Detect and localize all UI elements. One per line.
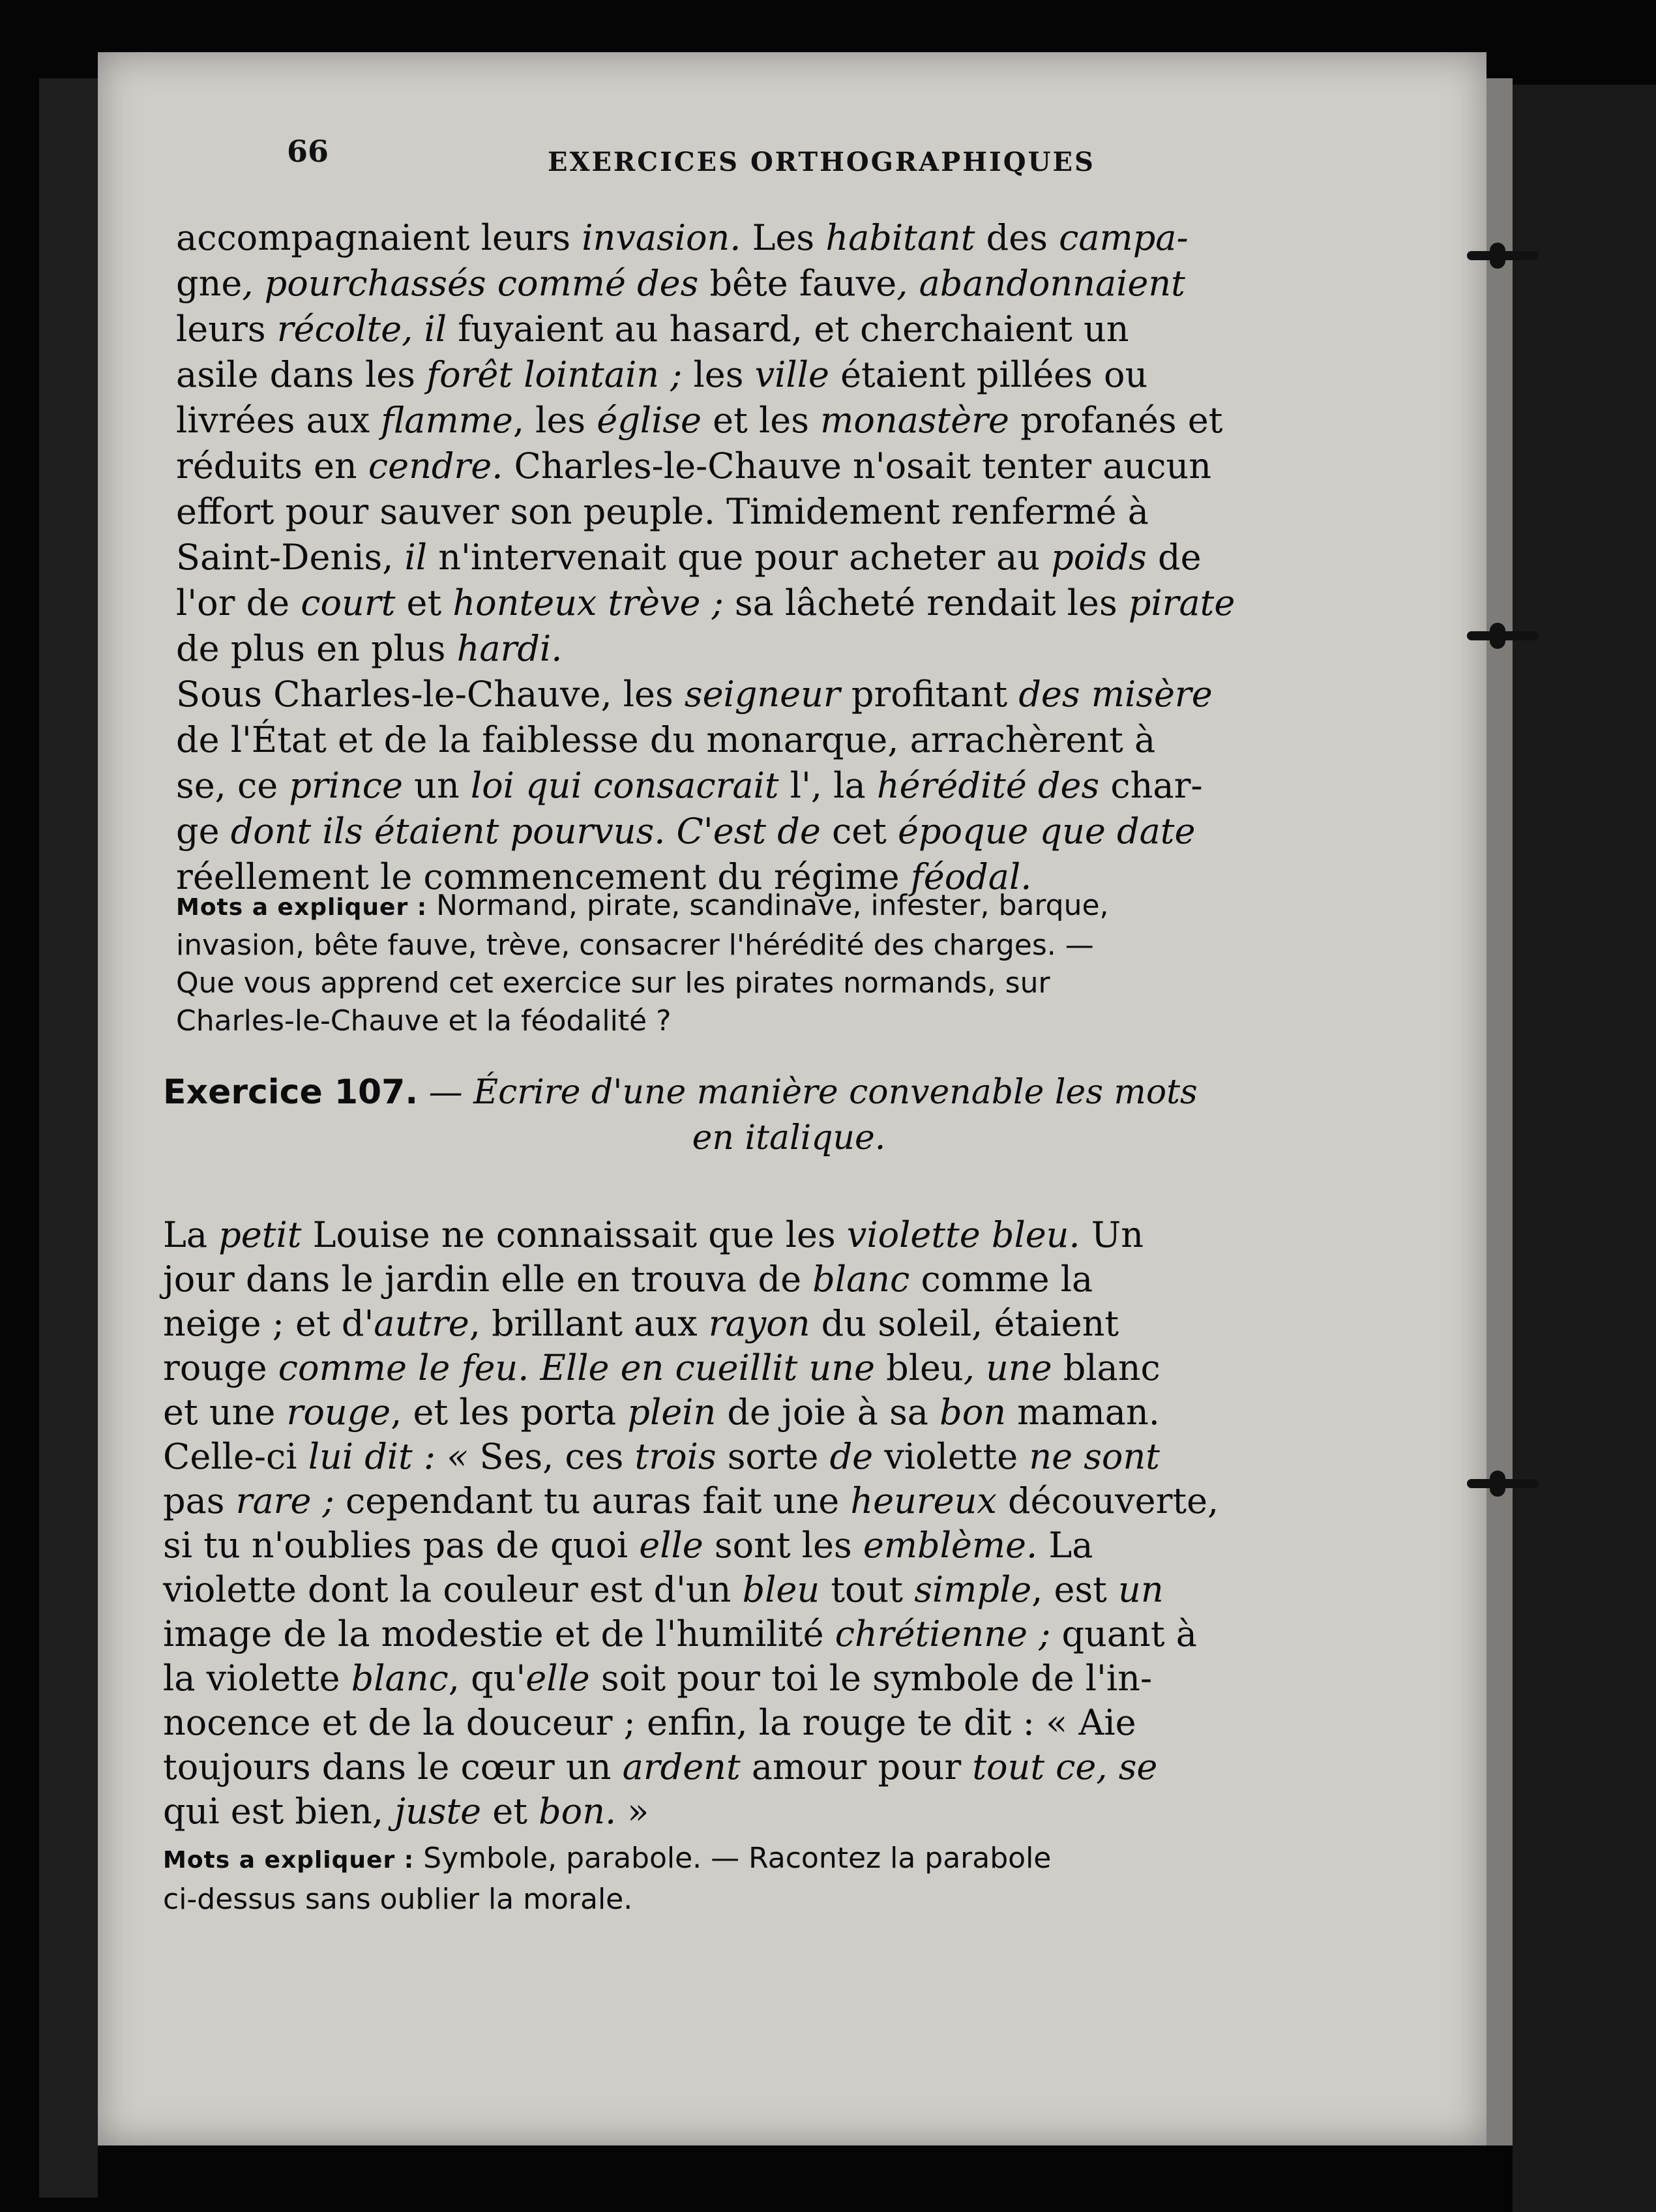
text-line: [176, 352, 1415, 398]
roman-text: effort pour sauver son peuple. Timidement renfermé à: [176, 491, 1149, 532]
roman-text: rouge: [163, 1347, 267, 1388]
italic-word: prince: [278, 765, 415, 806]
text-line: [163, 1346, 1415, 1390]
italic-word: des misère: [1018, 674, 1213, 715]
roman-text: Celle-ci: [163, 1436, 297, 1477]
roman-text: n'intervenait que pour acheter au: [427, 537, 1052, 578]
vocabulary-line: Symbole, parabole. — Racontez la parabole: [423, 1842, 1052, 1875]
roman-text: toujours dans le cœur un: [163, 1746, 623, 1787]
roman-text: cependant tu auras fait une: [334, 1480, 851, 1521]
roman-text: fuyaient au hasard, et cherchaient un: [447, 308, 1129, 350]
roman-text: réellement le commencement du régime: [176, 856, 911, 897]
italic-word: bon.: [539, 1791, 617, 1832]
roman-text: si tu n'oublies pas de quoi: [163, 1525, 640, 1566]
paragraph-text-2: [163, 1213, 1415, 1834]
running-head: [196, 134, 1408, 192]
italic-word: flamme: [381, 400, 513, 441]
italic-word: monastère: [820, 400, 1009, 441]
text-line: [163, 1479, 1415, 1523]
roman-text: image de la modestie et de l'humilité: [163, 1613, 835, 1654]
exercise-instruction: — Écrire d'une manière convenable les mots: [418, 1073, 1198, 1112]
vocabulary-label: Mots a expliquer :: [163, 1847, 415, 1874]
text-line: [176, 809, 1415, 854]
roman-text: nocence et de la douceur ; enfin, la rouge te dit : « Aie: [163, 1702, 1136, 1743]
roman-text: asile dans les: [176, 354, 427, 395]
italic-word: dont ils étaient pourvus. C'est de: [219, 811, 832, 852]
book-binding-left: [39, 78, 98, 2198]
italic-word: forêt lointain ;: [426, 354, 683, 395]
italic-word: blanc: [812, 1259, 910, 1300]
roman-text: de joie à sa: [716, 1392, 940, 1433]
roman-text: un: [414, 765, 460, 806]
italic-word: juste: [394, 1791, 482, 1832]
roman-text: Sous Charles-le-Chauve, les: [176, 674, 685, 715]
roman-text: leurs: [176, 308, 277, 350]
page-header-title: EXERCICES ORTHOGRAPHIQUES: [548, 147, 1095, 177]
text-line: [176, 443, 1415, 489]
italic-word: habitant: [825, 217, 975, 258]
italic-word: blanc: [351, 1658, 449, 1699]
text-line: [176, 717, 1415, 763]
roman-text: sont les: [703, 1525, 863, 1566]
text-line: [163, 1213, 1415, 1257]
roman-text: Les: [741, 217, 826, 258]
vocabulary-note-2: [163, 1839, 1415, 1919]
italic-word: féodal.: [910, 856, 1032, 897]
roman-text: et une: [163, 1392, 287, 1433]
roman-text: cet: [831, 811, 887, 852]
roman-text: sorte: [727, 1436, 819, 1477]
roman-text: se, ce: [176, 765, 278, 806]
roman-text: de: [1146, 537, 1202, 578]
italic-word: honteux trève ;: [452, 582, 724, 623]
italic-word: de: [818, 1436, 885, 1477]
italic-word: rouge: [286, 1392, 391, 1433]
page-number: 66: [287, 134, 329, 169]
roman-text: , qu': [448, 1658, 526, 1699]
italic-word: seigneur: [684, 674, 840, 715]
text-line: [163, 1523, 1415, 1568]
italic-word: cendre.: [368, 445, 503, 486]
roman-text: Louise ne connaissait que les: [301, 1214, 847, 1255]
roman-text: La: [1037, 1525, 1093, 1566]
page-gutter: [1486, 78, 1513, 2145]
italic-word: il: [404, 537, 428, 578]
roman-text: accompagnaient leurs: [176, 217, 582, 258]
text-line: [176, 580, 1415, 626]
italic-word: , pourchassés commé des: [242, 263, 710, 304]
roman-text: , brillant aux: [469, 1303, 709, 1344]
italic-word: petit: [218, 1214, 302, 1255]
roman-text: char-: [1110, 765, 1203, 806]
exercise-heading: [163, 1069, 1415, 1161]
exercise-instruction-continued: en italique.: [692, 1118, 886, 1158]
text-line: [163, 1789, 1415, 1834]
italic-word: pirate: [1128, 582, 1235, 623]
roman-text: Ses, ces: [479, 1436, 624, 1477]
italic-word: rayon: [708, 1303, 810, 1344]
text-line: [176, 535, 1415, 580]
roman-text: soit pour toi le symbole de l'in-: [589, 1658, 1153, 1699]
italic-word: rare ;: [235, 1480, 334, 1521]
text-line: [163, 1612, 1415, 1656]
italic-word: violette bleu.: [846, 1214, 1080, 1255]
italic-word: emblème.: [863, 1525, 1038, 1566]
text-line: [163, 1257, 1415, 1302]
roman-text: livrées aux: [176, 400, 381, 441]
vocabulary-note-1: [176, 887, 1415, 1040]
italic-word: ne sont: [1018, 1436, 1160, 1477]
italic-word: comme le feu. Elle en cueillit une: [267, 1347, 887, 1388]
roman-text: et: [395, 582, 453, 623]
roman-text: du soleil, étaient: [810, 1303, 1119, 1344]
italic-word: plein: [627, 1392, 717, 1433]
roman-text: pas: [163, 1480, 236, 1521]
italic-word: loi qui consacrait: [459, 765, 790, 806]
roman-text: profanés et: [1009, 400, 1223, 441]
roman-text: la violette: [163, 1658, 351, 1699]
text-line: [163, 1435, 1415, 1479]
roman-text: étaient pillées ou: [829, 354, 1148, 395]
exercise-number: Exercice 107.: [163, 1073, 419, 1112]
paragraph-text-1: [176, 215, 1415, 900]
vocabulary-line: Normand, pirate, scandinave, infester, barque,: [436, 889, 1109, 922]
text-line: [163, 1745, 1415, 1789]
italic-word: ville: [754, 354, 829, 395]
italic-word: ardent: [622, 1746, 741, 1787]
text-line: [163, 1701, 1415, 1745]
roman-text: ge: [176, 811, 220, 852]
text-line: [176, 398, 1415, 443]
roman-text: »: [616, 1791, 649, 1832]
text-line: [176, 763, 1415, 809]
italic-word: , une: [963, 1347, 1063, 1388]
italic-word: , abandonnaient: [896, 263, 1185, 304]
roman-text: gne: [176, 263, 243, 304]
roman-text: sa lâcheté rendait les: [723, 582, 1129, 623]
vocabulary-line: invasion, bête fauve, trève, consacrer l'hérédité des charges. —: [176, 929, 1094, 962]
roman-text: violette dont la couleur est d'un: [163, 1569, 743, 1610]
text-line: [163, 1390, 1415, 1435]
italic-word: hérédité des: [865, 765, 1111, 806]
roman-text: découverte,: [996, 1480, 1219, 1521]
italic-word: invasion.: [582, 217, 741, 258]
roman-text: Un: [1080, 1214, 1144, 1255]
italic-word: elle: [639, 1525, 703, 1566]
roman-text: tout: [820, 1569, 915, 1610]
roman-text: comme la: [909, 1259, 1093, 1300]
text-line: [163, 1302, 1415, 1346]
roman-text: des: [975, 217, 1059, 258]
roman-text: et: [481, 1791, 539, 1832]
italic-word: bon: [939, 1392, 1007, 1433]
roman-text: , est: [1031, 1569, 1119, 1610]
italic-word: poids: [1051, 537, 1147, 578]
italic-word: trois: [623, 1436, 728, 1477]
roman-text: réduits en: [176, 445, 368, 486]
roman-text: quant à: [1050, 1613, 1197, 1654]
italic-word: elle: [525, 1658, 590, 1699]
vocabulary-line: Charles-le-Chauve et la féodalité ?: [176, 1004, 672, 1038]
italic-word: court: [301, 582, 396, 623]
text-line: [163, 1568, 1415, 1612]
roman-text: l'or de: [176, 582, 301, 623]
roman-text: neige ; et d': [163, 1303, 374, 1344]
roman-text: qui est bien,: [163, 1791, 395, 1832]
italic-word: hardi.: [456, 628, 563, 669]
roman-text: violette: [884, 1436, 1018, 1477]
italic-word: époque que date: [886, 811, 1196, 852]
binding-stitch-knot: [1490, 1471, 1505, 1497]
roman-text: , et les porta: [391, 1392, 628, 1433]
vocabulary-line: ci-dessus sans oublier la morale.: [163, 1883, 633, 1916]
text-line: [176, 672, 1415, 717]
roman-text: La: [163, 1214, 219, 1255]
italic-word: tout ce, se: [972, 1746, 1158, 1787]
text-line: [176, 306, 1415, 352]
roman-text: Charles-le-Chauve n'osait tenter aucun: [503, 445, 1212, 486]
binding-stitch-knot: [1490, 243, 1505, 269]
vocabulary-label: Mots a expliquer :: [176, 894, 428, 921]
roman-text: l', la: [790, 765, 866, 806]
italic-word: simple: [914, 1569, 1032, 1610]
roman-text: de plus en plus: [176, 628, 457, 669]
text-line: [163, 1656, 1415, 1701]
roman-text: de l'État et de la faiblesse du monarque, arrachèrent à: [176, 719, 1156, 760]
binding-stitch-knot: [1490, 623, 1505, 649]
roman-text: bête fauve: [709, 263, 897, 304]
italic-word: un: [1118, 1569, 1164, 1610]
roman-text: maman.: [1006, 1392, 1160, 1433]
text-line: [176, 489, 1415, 535]
roman-text: jour dans le jardin elle en trouva de: [163, 1259, 813, 1300]
roman-text: profitant: [840, 674, 1019, 715]
roman-text: , les: [512, 400, 597, 441]
italic-word: bleu: [742, 1569, 820, 1610]
italic-word: église: [597, 400, 702, 441]
roman-text: bleu: [886, 1347, 964, 1388]
italic-word: campa-: [1059, 217, 1189, 258]
italic-word: heureux: [850, 1480, 997, 1521]
vocabulary-line: Que vous apprend cet exercice sur les pirates normands, sur: [176, 966, 1050, 1000]
text-line: [176, 626, 1415, 672]
roman-text: et les: [702, 400, 821, 441]
text-line: [176, 261, 1415, 306]
italic-word: lui dit : «: [297, 1436, 480, 1477]
italic-word: récolte, il: [276, 308, 447, 350]
italic-word: chrétienne ;: [835, 1613, 1051, 1654]
roman-text: les: [682, 354, 755, 395]
adjacent-page-edge: [1513, 85, 1656, 2212]
roman-text: Saint-Denis,: [176, 537, 405, 578]
roman-text: amour pour: [740, 1746, 973, 1787]
roman-text: blanc: [1063, 1347, 1161, 1388]
italic-word: autre: [374, 1303, 469, 1344]
text-line: [176, 215, 1415, 261]
